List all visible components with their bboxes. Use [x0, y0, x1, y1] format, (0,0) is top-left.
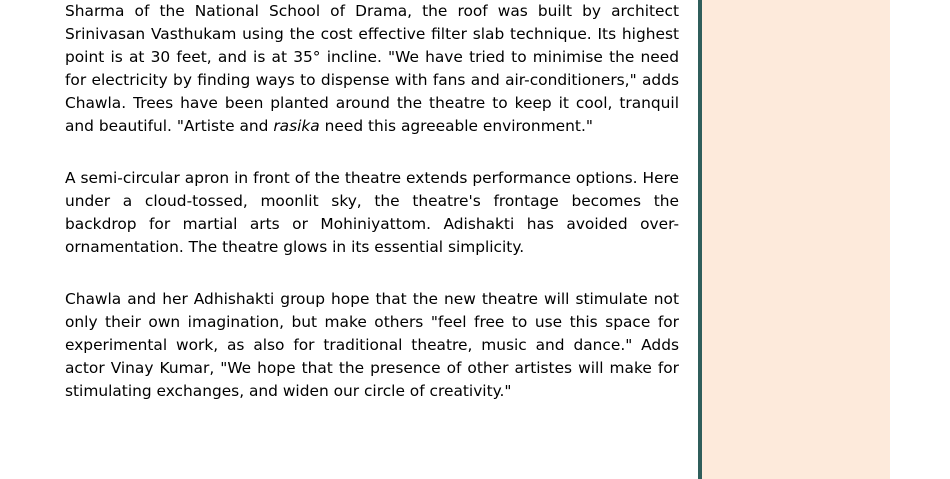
article-paragraph-2: A semi-circular apron in front of the theatre extends performance options. Here under a cloud-tossed, moonlit sky, the theatre's frontage becomes the backdrop for martial arts or Mohiniyattom. Adishakti has avoided over-ornamentation. The theatre glows in its essential simplicity.	[65, 169, 679, 256]
article-paragraph-3: Chawla and her Adhishakti group hope that the new theatre will stimulate not only their own imagination, but make others "feel free to use this space for experimental work, as also for traditional theatre, music and dance." Adds actor Vinay Kumar, "We hope that the presence of other artistes will make for stimulating exchanges, and widen our circle of creativity."	[65, 290, 679, 400]
article-body	[65, 0, 679, 432]
sidebar-panel	[702, 0, 890, 479]
paragraph-1-text: Sharma of the National School of Drama, the roof was built by architect Srinivasan Vasthukam using the cost effective filter slab technique. Its highest point is at 30 feet, and is at 35° incline. "We have tried to minimise the need for electricity by finding ways to dispense with fans and air-conditioners," adds Chawla. Trees have been planted around the theatre to keep it cool, tranquil and beautiful. "Artiste and	[65, 2, 679, 135]
article-paragraph-1	[65, 0, 679, 138]
paragraph-1-italic-term: rasika	[273, 117, 320, 135]
paragraph-1-tail: need this agreeable environment."	[319, 117, 593, 135]
